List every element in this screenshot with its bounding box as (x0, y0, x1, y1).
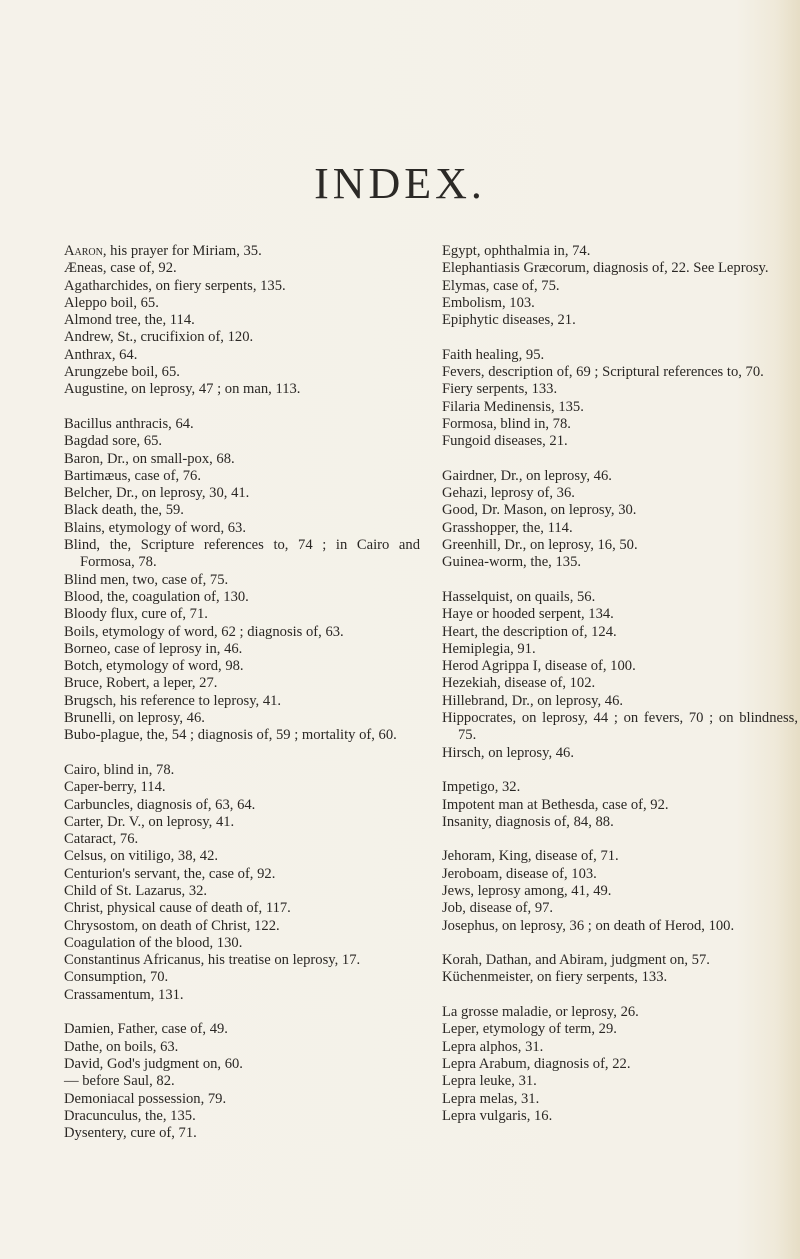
index-entry: Constantinus Africanus, his treatise on leprosy, 17. (64, 952, 361, 969)
index-entry: Anthrax, 64. (64, 346, 138, 363)
index-entry: Caper-berry, 114. (64, 779, 166, 796)
index-entry: La grosse maladie, or leprosy, 26. (442, 1004, 639, 1021)
index-entry: Lepra leuke, 31. (442, 1073, 537, 1090)
index-column-right (442, 243, 798, 1142)
index-entry: Heart, the description of, 124. (442, 623, 617, 640)
index-entry: Lepra Arabum, diagnosis of, 22. (442, 1055, 631, 1072)
index-entry: Fungoid diseases, 21. (442, 433, 568, 450)
index-entry: — before Saul, 82. (64, 1073, 175, 1090)
index-entry: Bacillus anthracis, 64. (64, 415, 194, 432)
index-entry: Bubo-plague, the, 54 ; diagnosis of, 59 ; mortality of, 60. (64, 727, 397, 744)
index-entry: Fiery serpents, 133. (442, 381, 558, 398)
index-entry: Blind, the, Scripture references to, 74 ; in Cairo and Formosa, 78. (64, 537, 420, 571)
index-entry: Dracunculus, the, 135. (64, 1107, 196, 1124)
index-entry: Bagdad sore, 65. (64, 433, 163, 450)
index-entry: Boils, etymology of word, 62 ; diagnosis of, 63. (64, 623, 344, 640)
index-entry: Bartimæus, case of, 76. (64, 467, 201, 484)
index-entry: Egypt, ophthalmia in, 74. (442, 243, 591, 259)
index-entry: Brunelli, on leprosy, 46. (64, 710, 205, 727)
index-entry: Andrew, St., crucifixion of, 120. (64, 329, 254, 346)
index-entry: Haye or hooded serpent, 134. (442, 606, 614, 623)
index-entry: Formosa, blind in, 78. (442, 415, 571, 432)
index-entry: Blind men, two, case of, 75. (64, 571, 229, 588)
index-entry: Gairdner, Dr., on leprosy, 46. (442, 467, 612, 484)
index-entry: Bruce, Robert, a leper, 27. (64, 675, 218, 692)
index-entry: Insanity, diagnosis of, 84, 88. (442, 813, 614, 830)
page-title: INDEX. (314, 159, 486, 208)
index-entry: Christ, physical cause of death of, 117. (64, 900, 291, 917)
index-group-d (64, 1021, 420, 1142)
index-group-k (442, 952, 798, 987)
index-group-g (442, 468, 798, 572)
index-entry: Aleppo boil, 65. (64, 294, 159, 311)
index-entry: Lepra melas, 31. (442, 1090, 540, 1107)
index-group-i (442, 779, 798, 831)
index-entry: Fevers, description of, 69 ; Scriptural references to, 70. (442, 364, 764, 381)
index-entry: Embolism, 103. (442, 294, 535, 311)
index-group-l (442, 1004, 798, 1125)
index-entry: Dathe, on boils, 63. (64, 1038, 179, 1055)
index-entry: Josephus, on leprosy, 36 ; on death of Herod, 100. (442, 917, 735, 934)
index-entry: Dysentery, cure of, 71. (64, 1125, 197, 1142)
index-entry: Child of St. Lazarus, 32. (64, 882, 208, 899)
index-entry: Baron, Dr., on small-pox, 68. (64, 450, 235, 467)
index-entry: Damien, Father, case of, 49. (64, 1021, 228, 1038)
index-entry: Hirsch, on leprosy, 46. (442, 744, 574, 761)
index-entry: Cairo, blind in, 78. (64, 761, 175, 778)
index-entry: Jews, leprosy among, 41, 49. (442, 882, 612, 899)
index-entry: Leper, etymology of term, 29. (442, 1021, 617, 1038)
index-group-e (442, 243, 798, 329)
index-entry: Hillebrand, Dr., on leprosy, 46. (442, 692, 624, 709)
index-entry: Æneas, case of, 92. (64, 260, 177, 277)
index-entry: Brugsch, his reference to leprosy, 41. (64, 692, 282, 709)
index-entry: Impetigo, 32. (442, 779, 521, 796)
index-entry: Botch, etymology of word, 98. (64, 658, 244, 675)
index-entry: Carbuncles, diagnosis of, 63, 64. (64, 796, 256, 813)
index-entry: Küchenmeister, on fiery serpents, 133. (442, 969, 668, 986)
index-entry: Crassamentum, 131. (64, 986, 184, 1003)
index-entry: Impotent man at Bethesda, case of, 92. (442, 796, 669, 813)
index-entry: Jehoram, King, disease of, 71. (442, 848, 619, 865)
index-group-f (442, 347, 798, 451)
index-entry: Belcher, Dr., on leprosy, 30, 41. (64, 485, 250, 502)
index-entry: Job, disease of, 97. (442, 900, 554, 917)
index-entry: Carter, Dr. V., on leprosy, 41. (64, 813, 235, 830)
index-entry: Augustine, on leprosy, 47 ; on man, 113. (64, 381, 301, 398)
index-entry: Almond tree, the, 114. (64, 312, 195, 329)
index-entry: Centurion's servant, the, case of, 92. (64, 865, 276, 882)
index-entry: Lepra vulgaris, 16. (442, 1107, 553, 1124)
index-entry: Hasselquist, on quails, 56. (442, 588, 596, 605)
index-entry: Hemiplegia, 91. (442, 640, 536, 657)
index-group-j (442, 848, 798, 934)
index-entry: Cataract, 76. (64, 831, 139, 848)
index-entry: Agatharchides, on fiery serpents, 135. (64, 277, 286, 294)
index-entry: Good, Dr. Mason, on leprosy, 30. (442, 502, 637, 519)
index-entry: Korah, Dathan, and Abiram, judgment on, 57. (442, 952, 710, 969)
index-entry: Jeroboam, disease of, 103. (442, 865, 597, 882)
index-entry: Hezekiah, disease of, 102. (442, 675, 596, 692)
index-entry: Epiphytic diseases, 21. (442, 312, 576, 329)
index-entry: Arungzebe boil, 65. (64, 364, 180, 381)
index-entry: Celsus, on vitiligo, 38, 42. (64, 848, 219, 865)
index-entry: Gehazi, leprosy of, 36. (442, 485, 575, 502)
entry-head-word: Aaron (64, 243, 103, 259)
index-entry: Lepra alphos, 31. (442, 1038, 544, 1055)
index-entry: Guinea-worm, the, 135. (442, 554, 582, 571)
index-entry: Borneo, case of leprosy in, 46. (64, 640, 243, 657)
index-entry: Faith healing, 95. (442, 346, 545, 363)
index-entry: Grasshopper, the, 114. (442, 519, 573, 536)
index-entry: Coagulation of the blood, 130. (64, 934, 243, 951)
index-column-left (64, 243, 420, 1160)
index-entry: Elymas, case of, 75. (442, 277, 560, 294)
entry-text: , his prayer for Miriam, 35. (102, 243, 262, 259)
index-entry: Greenhill, Dr., on leprosy, 16, 50. (442, 537, 638, 554)
index-group-c (64, 762, 420, 1004)
index-entry: Blood, the, coagulation of, 130. (64, 588, 249, 605)
index-entry: Hippocrates, on leprosy, 44 ; on fevers, 70 ; on blindness, 75. (442, 710, 798, 744)
index-group-b (64, 416, 420, 745)
index-entry: Filaria Medinensis, 135. (442, 398, 584, 415)
index-entry-aaron (64, 243, 420, 260)
index-entry: David, God's judgment on, 60. (64, 1055, 243, 1072)
index-group-a (64, 243, 420, 399)
index-entry: Consumption, 70. (64, 969, 169, 986)
index-entry: Herod Agrippa I, disease of, 100. (442, 658, 636, 675)
index-entry: Bloody flux, cure of, 71. (64, 606, 208, 623)
index-entry: Blains, etymology of word, 63. (64, 519, 247, 536)
index-group-h (442, 589, 798, 762)
index-entry: Chrysostom, on death of Christ, 122. (64, 917, 280, 934)
index-entry: Elephantiasis Græcorum, diagnosis of, 22. See Leprosy. (442, 260, 769, 277)
index-entry: Demoniacal possession, 79. (64, 1090, 227, 1107)
index-entry: Black death, the, 59. (64, 502, 184, 519)
